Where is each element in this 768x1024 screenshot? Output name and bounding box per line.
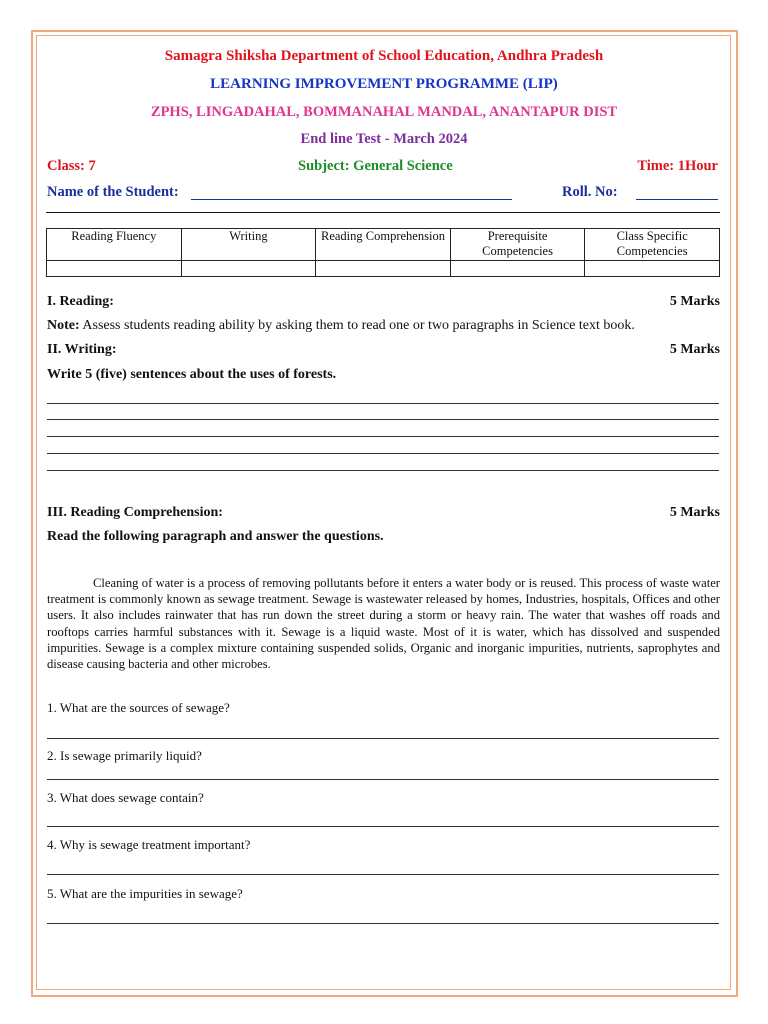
passage-text: Cleaning of water is a process of removing pollutants before it enters a water body or is reused. This process of waste water treatment is commonly known as sewage treatment. Sewage is wastewater released by homes, Industries, hospitals, Offices and other users. It also includes rainwater that has run down the street during a storm or heavy rain. The water that washes off roads and rooftops carries harmful substances with it. Sewage is a liquid waste. Most of it is water, which has dissolved and suspended impurities. Sewage is a complex mixture containing suspended solids, Organic and inorganic impurities, nutrients, saprophytes and disease causing bacteria and other microbes. xyxy=(47,576,720,672)
roll-number-label: Roll. No: xyxy=(562,184,618,200)
header-divider xyxy=(46,212,720,213)
table-header-cell: Reading Comprehension xyxy=(316,229,451,261)
writing-section-marks: 5 Marks xyxy=(669,342,720,357)
competency-table xyxy=(46,228,720,277)
comprehension-section-title: III. Reading Comprehension: xyxy=(47,505,223,520)
student-name-label: Name of the Student: xyxy=(47,184,179,200)
table-header-cell: Writing xyxy=(181,229,316,261)
score-cell-reading-fluency[interactable] xyxy=(47,261,182,277)
programme-title: LEARNING IMPROVEMENT PROGRAMME (LIP) xyxy=(210,76,558,92)
comprehension-section-marks: 5 Marks xyxy=(669,505,720,520)
question-1: 1. What are the sources of sewage? xyxy=(47,700,230,715)
score-cell-writing[interactable] xyxy=(181,261,316,277)
reading-section-marks: 5 Marks xyxy=(669,294,720,309)
score-cell-reading-comprehension[interactable] xyxy=(316,261,451,277)
question-5: 5. What are the impurities in sewage? xyxy=(47,886,243,901)
answer-line[interactable] xyxy=(47,453,719,454)
answer-line[interactable] xyxy=(47,403,719,404)
table-header-cell: Reading Fluency xyxy=(47,229,182,261)
question-3: 3. What does sewage contain? xyxy=(47,790,204,805)
school-title: ZPHS, LINGADAHAL, BOMMANAHAL MANDAL, ANANTAPUR DIST xyxy=(150,104,618,120)
test-title: End line Test - March 2024 xyxy=(300,131,468,147)
time-label: Time: 1Hour xyxy=(637,158,718,174)
answer-line[interactable] xyxy=(47,738,719,739)
question-4: 4. Why is sewage treatment important? xyxy=(47,837,251,852)
comprehension-instruction: Read the following paragraph and answer the questions. xyxy=(47,529,384,544)
note-label: Note: xyxy=(47,318,80,333)
subject-label: Subject: General Science xyxy=(298,158,453,174)
department-title: Samagra Shiksha Department of School Education, Andhra Pradesh xyxy=(164,48,604,64)
reading-note xyxy=(47,318,635,334)
answer-line[interactable] xyxy=(47,874,719,875)
roll-number-field[interactable] xyxy=(636,199,718,200)
answer-line[interactable] xyxy=(47,419,719,420)
question-2: 2. Is sewage primarily liquid? xyxy=(47,748,202,763)
answer-line[interactable] xyxy=(47,826,719,827)
answer-line[interactable] xyxy=(47,436,719,437)
comprehension-passage xyxy=(47,575,720,672)
answer-line[interactable] xyxy=(47,470,719,471)
class-label: Class: 7 xyxy=(47,158,96,174)
score-cell-class-specific[interactable] xyxy=(585,261,720,277)
table-header-row xyxy=(47,229,720,261)
answer-line[interactable] xyxy=(47,779,719,780)
table-header-cell: Class Specific Competencies xyxy=(585,229,720,261)
table-header-cell: Prerequisite Competencies xyxy=(450,229,585,261)
table-row xyxy=(47,261,720,277)
note-text: Assess students reading ability by asking them to read one or two paragraphs in Science text book. xyxy=(82,318,635,333)
student-name-field[interactable] xyxy=(191,199,512,200)
reading-section-title: I. Reading: xyxy=(47,294,114,309)
writing-instruction: Write 5 (five) sentences about the uses of forests. xyxy=(47,367,337,382)
answer-line[interactable] xyxy=(47,923,719,924)
writing-section-title: II. Writing: xyxy=(47,342,117,357)
score-cell-prerequisite[interactable] xyxy=(450,261,585,277)
